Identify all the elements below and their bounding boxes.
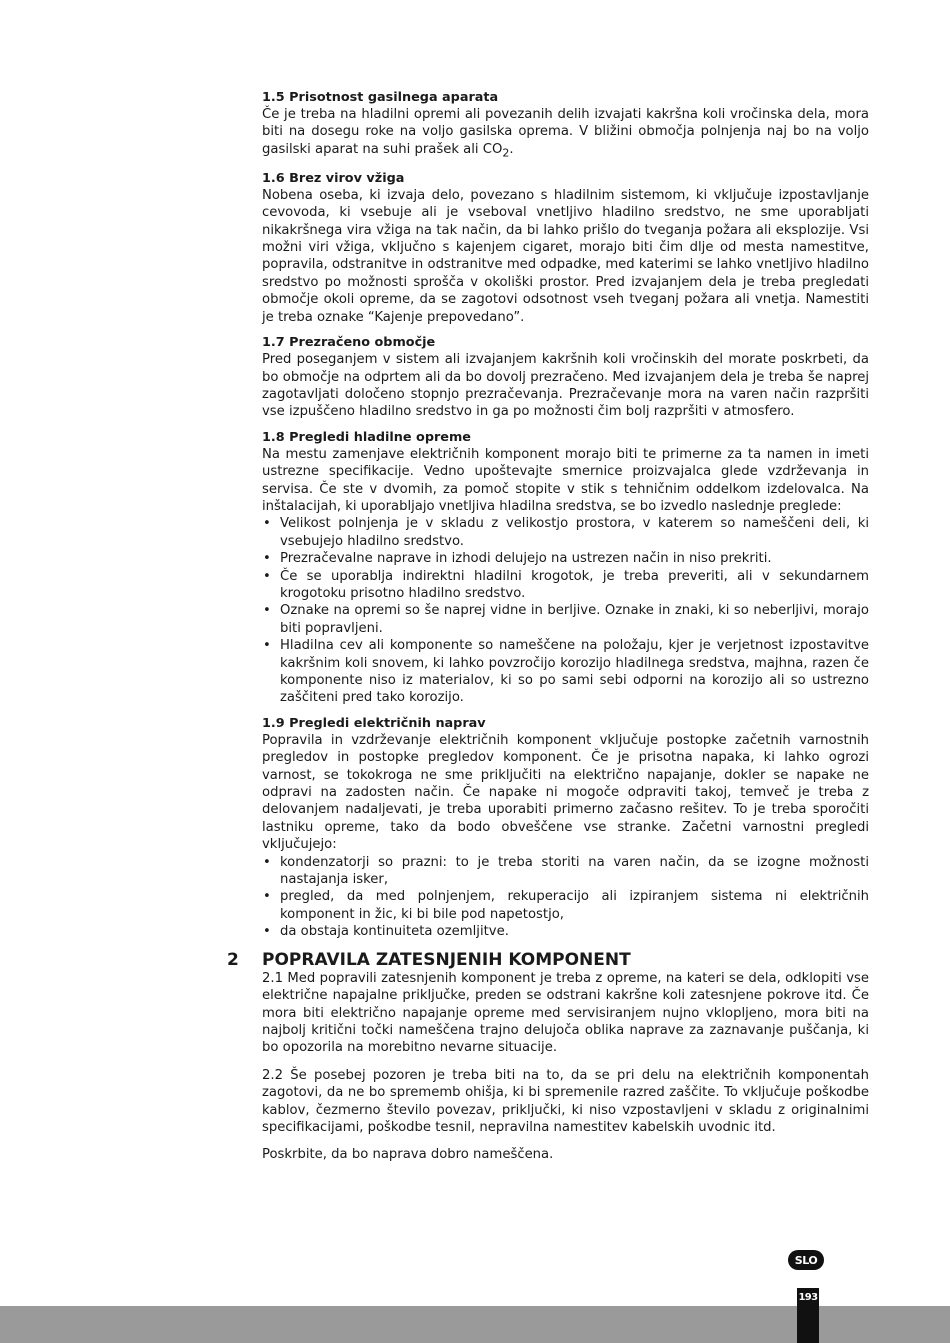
- list-item: • Hladilna cev ali komponente so nameščene na položaju, kjer je verjetnost izpostavitve kakršnim koli snovem, ki lahko povzročijo korozijo hladilnega sredstva, majhna, razen če komponente niso iz materialov, ki so po sami sebi odporni na korozijo ali so ustrezno zaščiteni pred tako korozijo.: [262, 637, 869, 707]
- section-title: 1.8 Pregledi hladilne opreme: [262, 429, 471, 445]
- section-paragraph: [262, 106, 869, 162]
- section-1-6: [262, 171, 869, 326]
- section-1-7: [262, 335, 869, 421]
- section-title: 1.6 Brez virov vžiga: [262, 170, 405, 186]
- paragraph-text: Če je treba na hladilni opremi ali povezanih delih izvajati kakršna koli vročinska dela, mora biti na dosegu roke na voljo gasilska oprema. V bližini območja polnjenja naj bo na voljo gasilski aparat na suhi prašek ali CO: [262, 107, 869, 157]
- bullet-list: [262, 854, 869, 941]
- chapter-2: [227, 949, 869, 1164]
- section-title: 1.5 Prisotnost gasilnega aparata: [262, 90, 499, 105]
- paragraph-end: .: [509, 141, 514, 157]
- chapter-paragraph: Poskrbite, da bo naprava dobro nameščena.: [262, 1147, 554, 1163]
- list-item: • da obstaja kontinuiteta ozemljitve.: [262, 923, 869, 940]
- section-paragraph: Popravila in vzdrževanje električnih komponent vključuje postopke začetnih varnostnih pregledov in postopke pregledov komponent. Če je prisotna napaka, ki lahko ogrozi varnost, se tokokroga ne sme priključiti na električno napajanje, dokler se napake ne odpravi na zadosten način. Če napake ni mogoče odpraviti takoj, temveč je treba z delovanjem nadaljevati, je treba uporabiti primerno začasno rešitev. To je treba sporočiti lastniku opreme, tako da bodo obveščene vse stranke. Začetni varnostni pregledi vključujejo:: [262, 732, 869, 853]
- list-item: • Če se uporablja indirektni hladilni krogotok, je treba preveriti, ali v sekundarnem krogotoku prisotno hladilno sredstvo.: [262, 568, 869, 603]
- list-item: • pregled, da med polnjenjem, rekuperacijo ali izpiranjem sistema ni električnih komponent in žic, ki bi bile pod napetostjo,: [262, 888, 869, 923]
- chapter-title: POPRAVILA ZATESNJENIH KOMPONENT: [262, 949, 631, 970]
- list-item: • Oznake na opremi so še naprej vidne in berljive. Oznake in znaki, ki so neberljivi, morajo biti popravljeni.: [262, 602, 869, 637]
- list-item: • Prezračevalne naprave in izhodi delujejo na ustrezen način in niso prekriti.: [262, 550, 869, 567]
- section-title: 1.9 Pregledi električnih naprav: [262, 715, 486, 731]
- co2-subscript: 2: [502, 146, 510, 160]
- section-title: 1.7 Prezračeno območje: [262, 335, 436, 351]
- chapter-paragraph: 2.1 Med popravili zatesnjenih komponent je treba z opreme, na kateri se dela, odklopiti vse električne napajalne priključke, preden se odstrani kakršne koli zatesnjene pokrove itd. Če mora biti električno napajanje opreme med servisiranjem nujno vklopljeno, mora biti na najbolj kritični točki nameščena trajno delujoča oblika naprave za zaznavanje puščanja, ki bo opozorila na morebitno nevarne situacije.: [262, 970, 869, 1056]
- language-badge: SLO: [788, 1250, 824, 1270]
- chapter-number: 2: [227, 949, 239, 970]
- chapter-paragraph: 2.2 Še posebej pozoren je treba biti na to, da se pri delu na električnih komponentah zagotovi, da ne bo sprememb ohišja, ki bi spremenile razred zaščite. To vključuje poškodbe kablov, čezmerno število povezav, priključki, ki niso vzpostavljeni v skladu z originalnimi specifikacijami, poškodbe tesnil, nepravilna namestitev kabelskih uvodnic itd.: [262, 1067, 869, 1135]
- section-1-9: [262, 716, 869, 941]
- section-paragraph: Na mestu zamenjave električnih komponent morajo biti te primerne za ta namen in imeti ustrezne specifikacije. Vedno upoštevajte smernice proizvajalca glede vzdrževanja in servisa. Če ste v dvomih, za pomoč stopite v stik s tehničnim oddelkom izdelovalca. Na inštalacijah, ki uporabljajo vnetljiva hladilna sredstva, se bo izvedlo naslednje preglede:: [262, 446, 869, 514]
- list-item: • kondenzatorji so prazni: to je treba storiti na varen način, da se izogne možnosti nastajanja isker,: [262, 854, 869, 889]
- document-body: [227, 90, 869, 1174]
- page-number: 193: [798, 1292, 818, 1303]
- section-1-8: [262, 430, 869, 707]
- list-item: • Velikost polnjenja je v skladu z velikostjo prostora, v katerem so nameščeni deli, ki vsebujejo hladilno sredstvo.: [262, 515, 869, 550]
- section-paragraph: Pred poseganjem v sistem ali izvajanjem kakršnih koli vročinskih del morate poskrbeti, da bo območje na odprtem ali da bo dovolj prezračeno. Med izvajanjem dela je treba še naprej zagotavljati določeno stopnjo prezračevanja. Prezračevanje mora na varen način razpršiti vse izpuščeno hladilno sredstvo in ga po možnosti čim bolj razpršiti v atmosfero.: [262, 352, 869, 420]
- section-1-5: [262, 90, 869, 162]
- bullet-list: [262, 515, 869, 706]
- section-paragraph: Nobena oseba, ki izvaja delo, povezano s hladilnim sistemom, ki vključuje izpostavljanje cevovoda, ki vsebuje ali je vseboval vnetljivo hladilno sredstvo, ne sme uporabljati nikakršnega vira vžiga na tak način, da bi lahko prišlo do tveganja požara ali eksplozije. Vsi možni viri vžiga, vključno s kajenjem cigaret, morajo biti čim dlje od mesta namestitve, popravila, odstranitve in odstranitve med odpadke, med katerimi se lahko vnetljivo hladilno sredstvo po možnosti sprošča v okoliški prostor. Pred izvajanjem dela je treba pregledati območje okoli opreme, da se zagotovi odsotnost vseh tveganj požara ali vnetja. Namestiti je treba oznake “Kajenje prepovedano”.: [262, 187, 869, 325]
